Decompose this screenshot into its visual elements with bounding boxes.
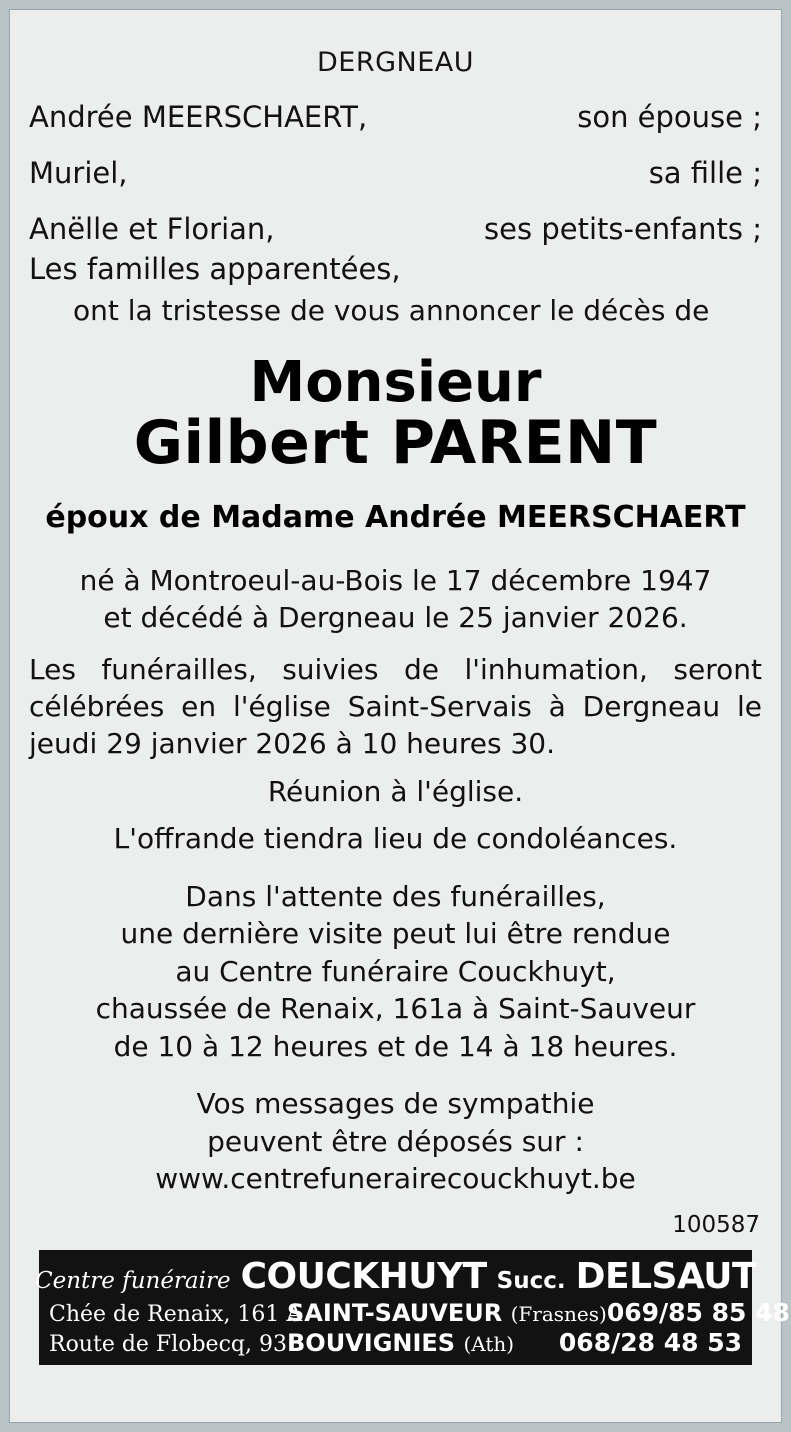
messages-block: [27, 1085, 764, 1198]
birth-death-block: [27, 563, 764, 637]
relative-row: [27, 212, 764, 246]
relative-name: Muriel,: [29, 156, 128, 190]
ad-address: Chée de Renaix, 161 A: [49, 1302, 303, 1327]
deceased-name: Gilbert PARENT: [133, 408, 658, 479]
visit-line-2: une dernière visite peut lui être rendue: [120, 917, 671, 951]
ad-city: [287, 1299, 607, 1327]
ad-city-name: BOUVIGNIES: [287, 1329, 456, 1357]
ad-branch-row: [49, 1298, 790, 1327]
notice-inner: [19, 19, 790, 1413]
relative-row: [27, 100, 764, 134]
visit-line-3: au Centre funéraire Couckhuyt,: [175, 954, 616, 988]
ad-prefix: Centre funéraire: [35, 1268, 231, 1294]
ad-city-region: (Ath): [463, 1332, 515, 1356]
ad-brand: COUCKHUYT: [240, 1256, 487, 1297]
ad-branch-row: [49, 1328, 742, 1357]
death-line: et décédé à Dergneau le 25 janvier 2026.: [103, 600, 688, 634]
locality-heading: DERGNEAU: [316, 47, 475, 78]
ad-phone: 069/85 85 48: [606, 1298, 790, 1327]
relative-name: Andrée MEERSCHAERT,: [29, 100, 368, 134]
spouse-of-line: époux de Madame Andrée MEERSCHAERT: [45, 499, 746, 535]
reunion-line: Réunion à l'église.: [267, 774, 524, 808]
relative-relation: son épouse ;: [577, 100, 762, 134]
relative-row: [27, 156, 764, 190]
website-link[interactable]: www.centrefunerairecouckhuyt.be: [155, 1162, 636, 1196]
announcement-line: ont la tristesse de vous annoncer le décès de: [73, 294, 710, 327]
visit-line-4: chaussée de Renaix, 161a à Saint-Sauveur: [95, 992, 696, 1026]
death-notice-card: [9, 9, 790, 1423]
deceased-block: [27, 350, 764, 479]
ad-title-row: [35, 1256, 757, 1297]
birth-line: né à Montroeul-au-Bois le 17 décembre 1947: [79, 563, 712, 597]
relative-relation: ses petits-enfants ;: [484, 212, 762, 246]
ad-address: Route de Flobecq, 93: [49, 1332, 287, 1357]
offering-line: L'offrande tiendra lieu de condoléances.: [113, 822, 678, 856]
visit-line-5: de 10 à 12 heures et de 14 à 18 heures.: [113, 1029, 678, 1063]
relative-name: Anëlle et Florian,: [29, 212, 275, 246]
deceased-title: Monsieur: [249, 350, 542, 415]
reference-number: 100587: [672, 1211, 760, 1238]
messages-line-1: Vos messages de sympathie: [196, 1087, 595, 1121]
ad-city: [287, 1329, 537, 1357]
funeral-details: Les funérailles, suivies de l'inhumation, seront célébrées en l'église Saint-Servais à Dergneau le jeudi 29 janvier 2026 à 10 heures 30.: [29, 652, 762, 761]
visit-block: [27, 878, 764, 1066]
funeral-home-advertisement[interactable]: [35, 1250, 790, 1365]
families-line: Les familles apparentées,: [29, 252, 401, 286]
messages-line-2: peuvent être déposés sur :: [207, 1124, 584, 1158]
ad-succ-name: DELSAUT: [575, 1256, 757, 1297]
visit-line-1: Dans l'attente des funérailles,: [185, 879, 606, 913]
ad-phone: 068/28 48 53: [558, 1328, 742, 1357]
ad-city-name: SAINT-SAUVEUR: [287, 1299, 503, 1327]
relative-relation: sa fille ;: [648, 156, 762, 190]
ad-succ-label: Succ.: [496, 1268, 566, 1294]
ad-city-region: (Frasnes): [510, 1302, 607, 1326]
